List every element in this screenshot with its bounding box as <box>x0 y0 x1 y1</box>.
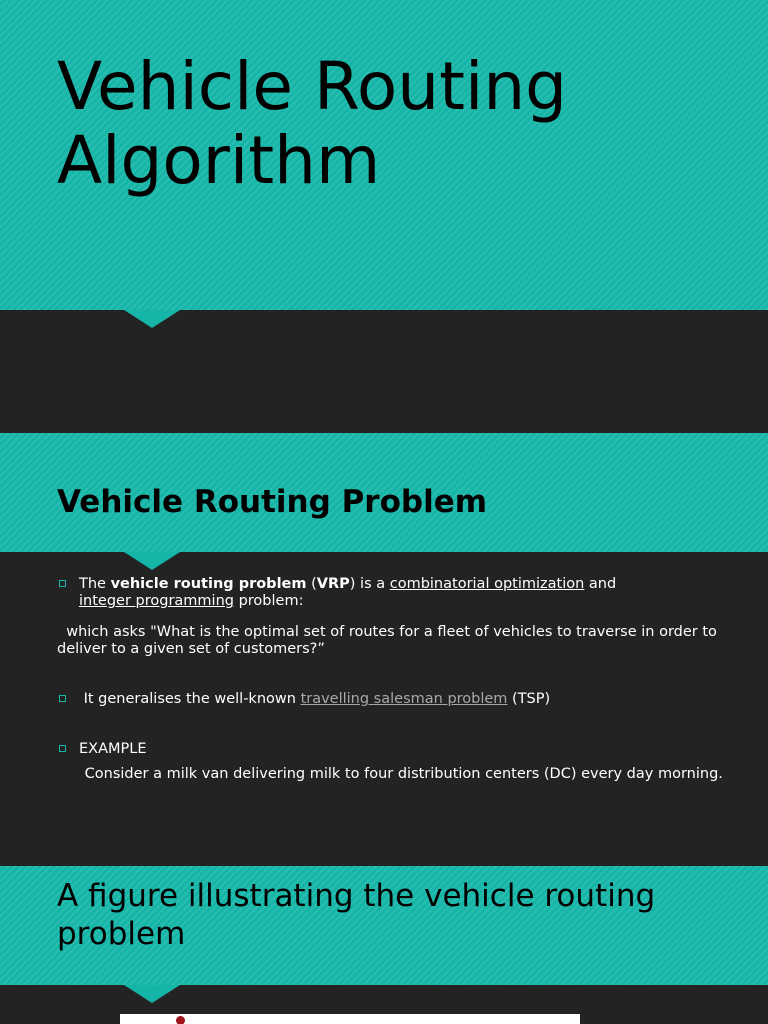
depot-marker-icon <box>176 1016 185 1024</box>
slide1-title: Vehicle Routing Algorithm <box>57 48 568 199</box>
square-bullet-icon <box>59 580 66 587</box>
slide2-title: Vehicle Routing Problem <box>57 484 488 520</box>
paragraph-question: which asks "What is the optimal set of routes for a fleet of vehicles to traverse in order to deliver to a given set of customers?” <box>57 624 759 657</box>
slide2-body <box>57 576 759 783</box>
paragraph-example: Consider a milk van delivering milk to four distribution centers (DC) every day morning. <box>57 766 723 782</box>
square-bullet-icon <box>59 695 66 702</box>
slide3-notch <box>124 985 180 1003</box>
bullet-generalises-tsp: It generalises the well-known travelling salesman problem (TSP) <box>57 691 737 708</box>
link-travelling-salesman-problem[interactable]: travelling salesman problem <box>300 691 508 707</box>
link-integer-programming[interactable]: integer programming <box>79 593 234 609</box>
term-vrp-abbrev: VRP <box>316 576 350 592</box>
square-bullet-icon <box>59 745 66 752</box>
vrp-figure-image <box>120 1014 580 1024</box>
slide1-body <box>0 328 768 433</box>
link-combinatorial-optimization[interactable]: combinatorial optimization <box>389 576 585 592</box>
slide3-title: A figure illustrating the vehicle routing problem <box>57 878 656 952</box>
bullet-example: EXAMPLE <box>57 741 737 758</box>
slide1-notch <box>124 310 180 328</box>
term-vrp: vehicle routing problem <box>110 576 307 592</box>
bullet-vrp-definition: The vehicle routing problem (VRP) is a combinatorial optimization and integer programming problem: <box>57 576 737 610</box>
slide2-notch <box>124 552 180 570</box>
